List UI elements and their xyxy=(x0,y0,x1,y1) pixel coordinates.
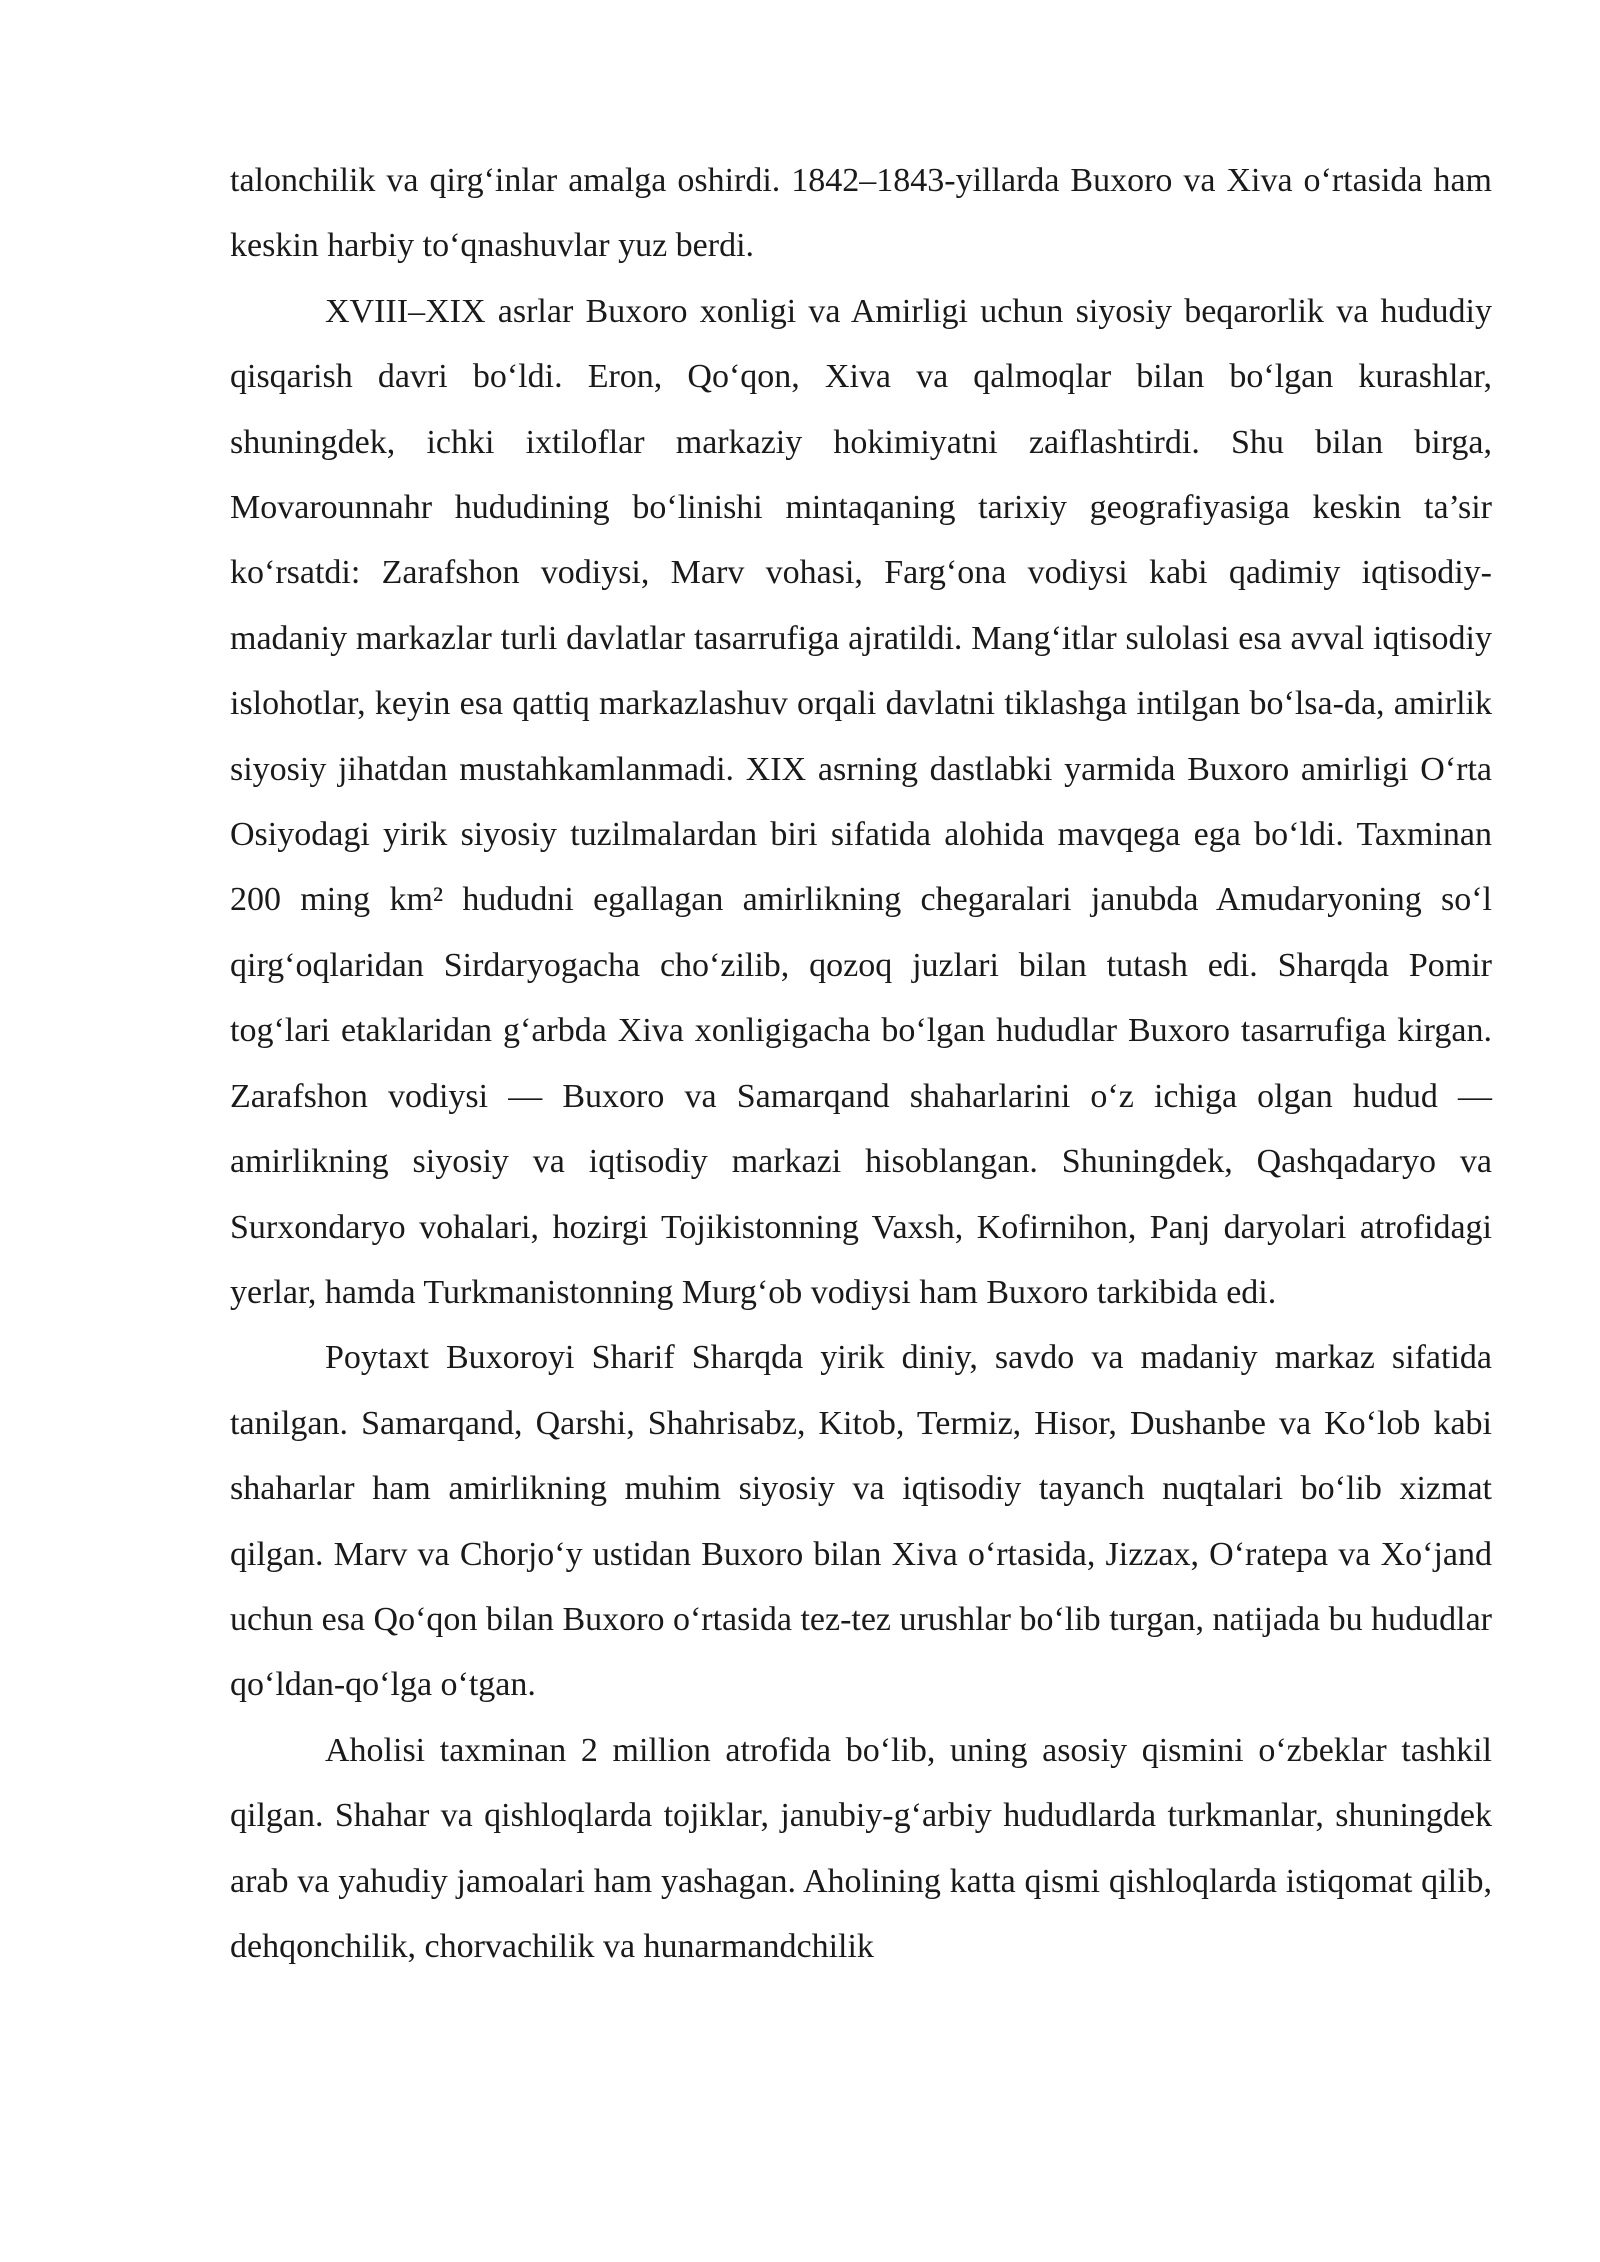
paragraph-continuation: talonchilik va qirg‘inlar amalga oshirdi. 1842–1843-yillarda Buxoro va Xiva o‘rtasida ham keskin harbiy to‘qnashuvlar yuz berdi. xyxy=(230,162,1492,265)
paragraph-capital-bukhara: Poytaxt Buxoroyi Sharif Sharqda yirik diniy, savdo va madaniy markaz sifatida tanilgan. Samarqand, Qarshi, Shahrisabz, Kitob, Termiz, Hisor, Dushanbe va Ko‘lob kabi shaharlar ham amirlikning muhim siyosiy va iqtisodiy tayanch nuqtalari bo‘lib xizmat qilgan. Marv va Chorjo‘y ustidan Buxoro bilan Xiva o‘rtasida, Jizzax, O‘ratepa va Xo‘jand uchun esa Qo‘qon bilan Buxoro o‘rtasida tez-tez urushlar bo‘lib turgan, natijada bu hududlar qo‘ldan-qo‘lga o‘tgan. xyxy=(230,1339,1492,1704)
paragraph-political-instability: XVIII–XIX asrlar Buxoro xonligi va Amirligi uchun siyosiy beqarorlik va hududiy qisqarish davri bo‘ldi. Eron, Qo‘qon, Xiva va qalmoqlar bilan bo‘lgan kurashlar, shuningdek, ichki ixtiloflar markaziy hokimiyatni zaiflashtirdi. Shu bilan birga, Movarounnahr hududining bo‘linishi mintaqaning tarixiy geografiyasiga keskin ta’sir ko‘rsatdi: Zarafshon vodiysi, Marv vohasi, Farg‘ona vodiysi kabi qadimiy iqtisodiy-madaniy markazlar turli davlatlar tasarrufiga ajratildi. Mang‘itlar sulolasi esa avval iqtisodiy islohotlar, keyin esa qattiq markazlashuv orqali davlatni tiklashga intilgan bo‘lsa-da, amirlik siyosiy jihatdan mustahkamlanmadi. XIX asrning dastlabki yarmida Buxoro amirligi O‘rta Osiyodagi yirik siyosiy tuzilmalardan biri sifatida alohida mavqega ega bo‘ldi. Taxminan 200 ming km² hududni egallagan amirlikning chegaralari janubda Amudaryoning so‘l qirg‘oqlaridan Sirdaryogacha cho‘zilib, qozoq juzlari bilan tutash edi. Sharqda Pomir tog‘lari etaklaridan g‘arbda Xiva xonligigacha bo‘lgan hududlar Buxoro tasarrufiga kirgan. Zarafshon vodiysi — Buxoro va Samarqand shaharlarini o‘z ichiga olgan hudud — amirlikning siyosiy va iqtisodiy markazi hisoblangan. Shuningdek, Qashqadaryo va Surxondaryo vohalari, hozirgi Tojikistonning Vaxsh, Kofirnihon, Panj daryolari atrofidagi yerlar, hamda Turkmanistonning Murg‘ob vodiysi ham Buxoro tarkibida edi. xyxy=(230,292,1492,1311)
paragraph-population: Aholisi taxminan 2 million atrofida bo‘lib, uning asosiy qismini o‘zbeklar tashkil qilgan. Shahar va qishloqlarda tojiklar, janubiy-g‘arbiy hududlarda turkmanlar, shuningdek arab va yahudiy jamoalari ham yashagan. Aholining katta qismi qishloqlarda istiqomat qilib, dehqonchilik, chorvachilik va hunarmandchilik xyxy=(230,1731,1492,1965)
document-body xyxy=(230,148,1492,1979)
